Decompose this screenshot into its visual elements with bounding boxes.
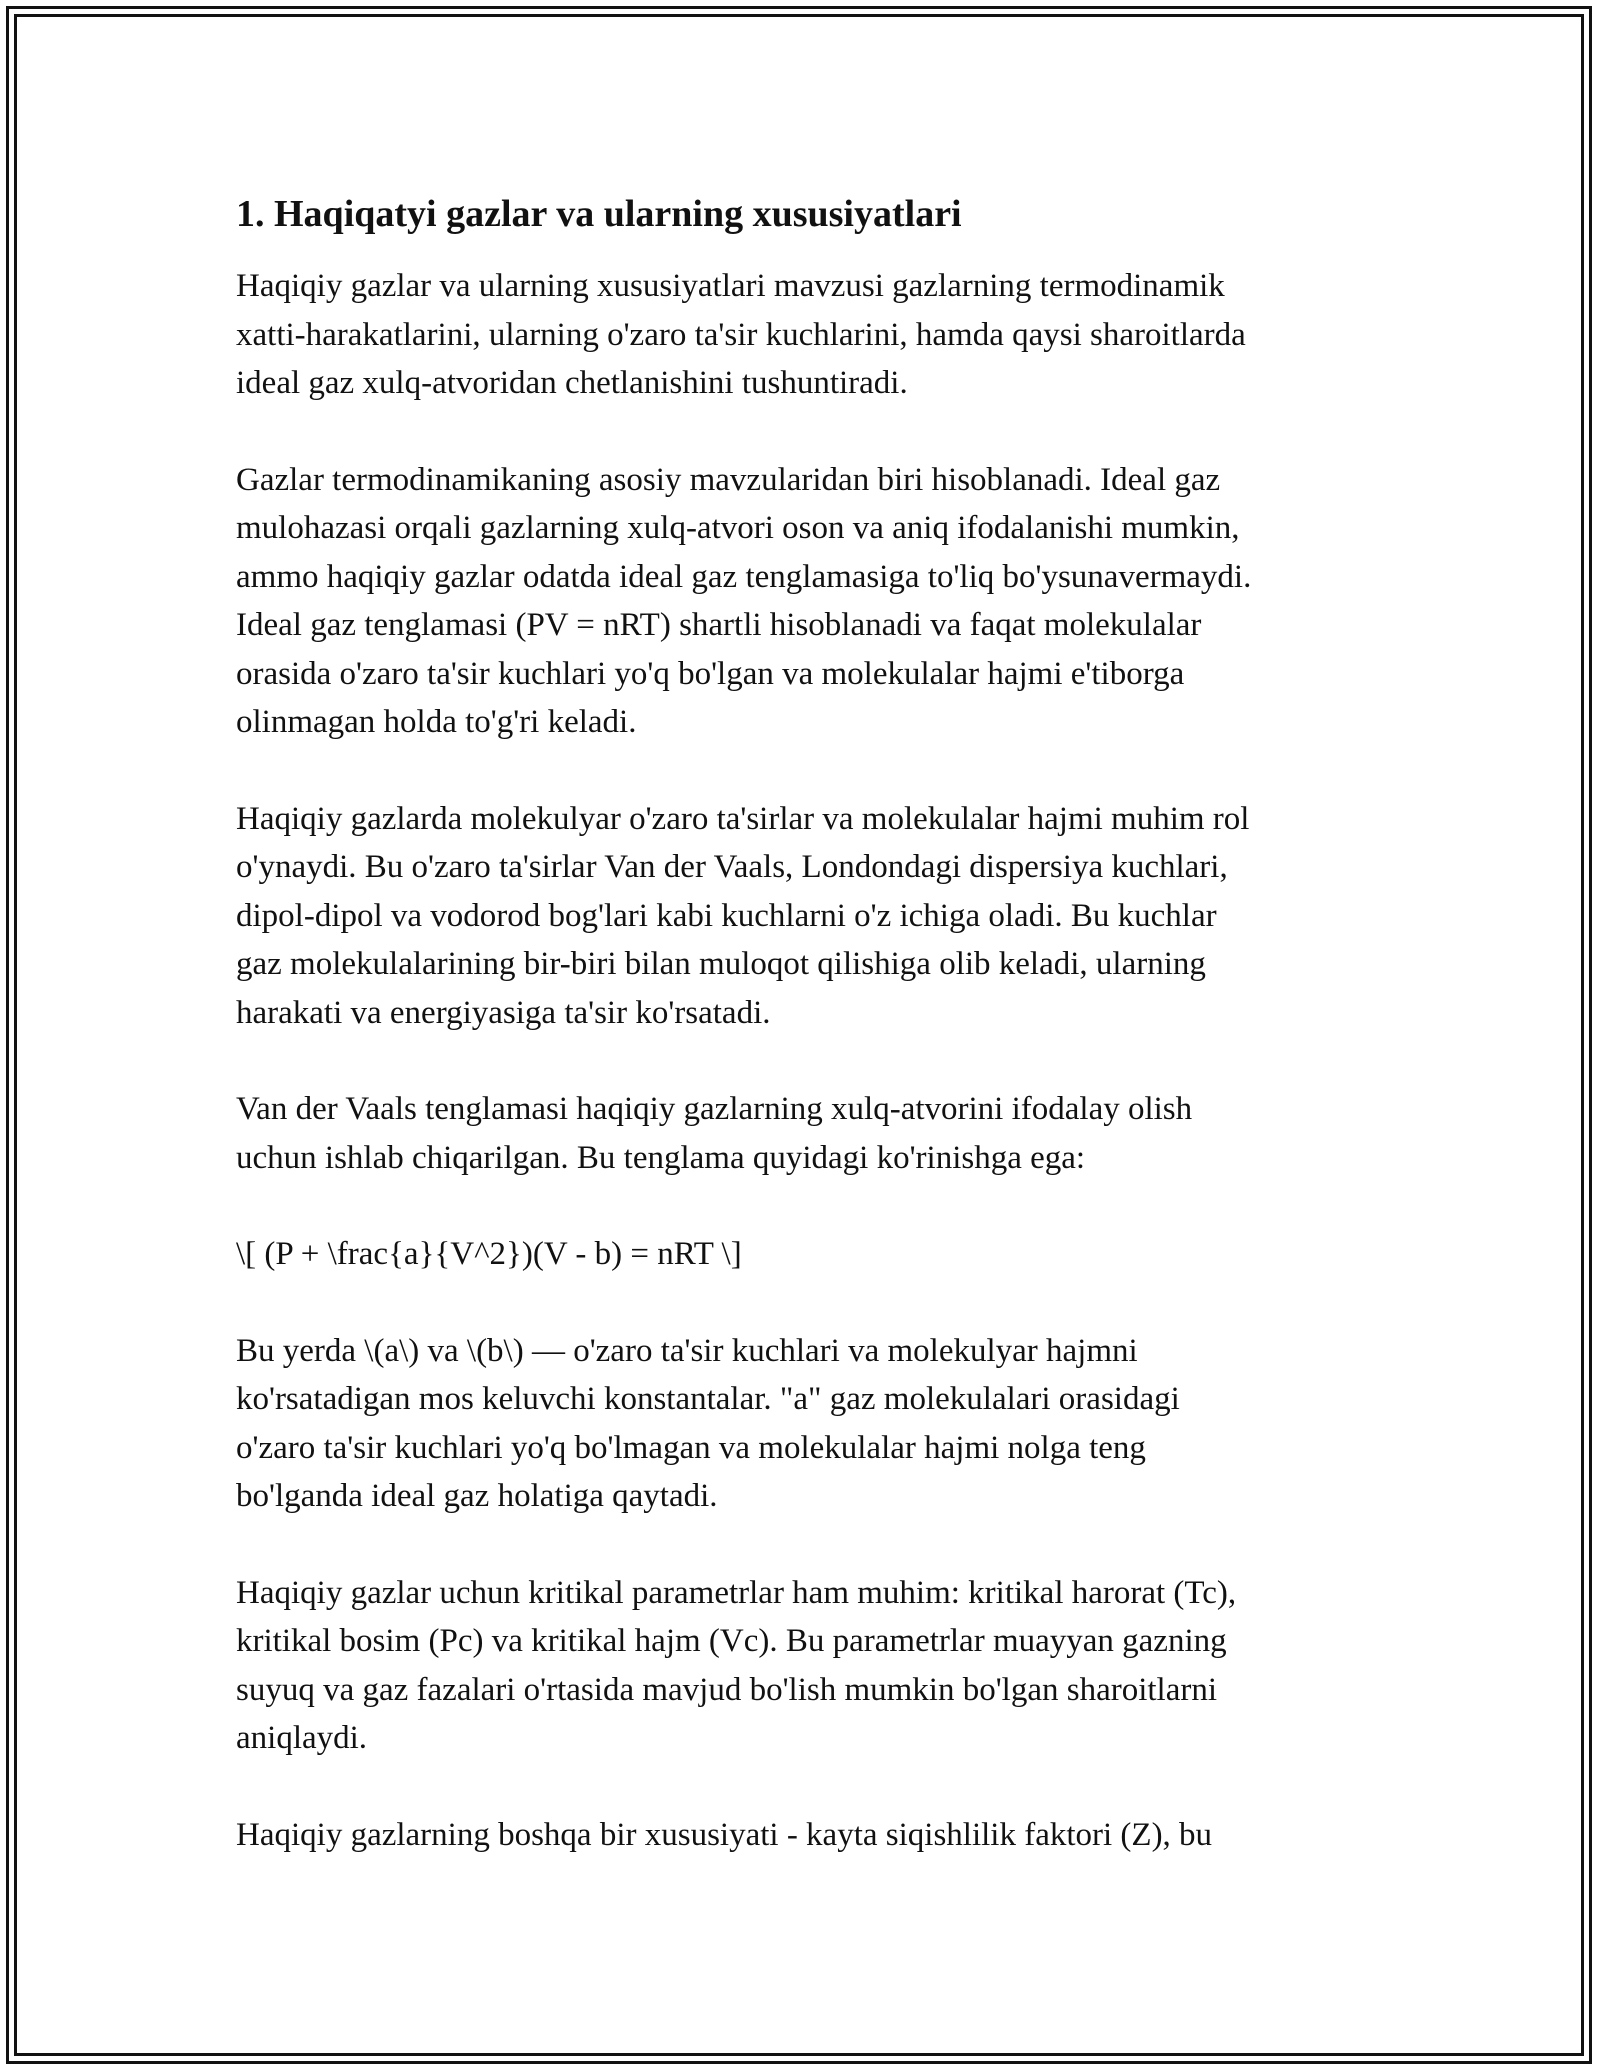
paragraph-line: \[ (P + \frac{a}{V^2})(V - b) = nRT \] (236, 1236, 742, 1272)
paragraph (236, 456, 1376, 747)
paragraph-line: bo'lganda ideal gaz holatiga qaytadi. (236, 1478, 718, 1514)
paragraph-line: orasida o'zaro ta'sir kuchlari yo'q bo'lgan va molekulalar hajmi e'tiborga (236, 655, 1185, 692)
paragraph-line: kritikal bosim (Pc) va kritikal hajm (Vc). Bu parametrlar muayyan gazning (236, 1623, 1227, 1659)
paragraph-line: gaz molekulalarining bir-biri bilan muloqot qilishiga olib keladi, ularning (236, 946, 1206, 982)
paragraph (236, 1327, 1376, 1521)
paragraph (236, 1569, 1376, 1763)
paragraph-list (236, 262, 1376, 1859)
paragraph-line: Ideal gaz tenglamasi (PV = nRT) shartli hisoblanadi va faqat molekulalar (236, 607, 1202, 643)
paragraph (236, 1230, 1376, 1279)
paragraph-line: Van der Vaals tenglamasi haqiqiy gazlarning xulq-atvorini ifodalay olish (236, 1091, 1193, 1127)
paragraph-line: xatti-harakatlarini, ularning o'zaro ta'sir kuchlarini, hamda qaysi sharoitlarda (236, 316, 1246, 353)
paragraph (236, 1085, 1376, 1182)
paragraph-line: Haqiqiy gazlar va ularning xususiyatlari mavzusi gazlarning termodinamik (236, 268, 1225, 304)
paragraph-line: Haqiqiy gazlarda molekulyar o'zaro ta'sirlar va molekulalar hajmi muhim rol (236, 800, 1250, 837)
paragraph-line: Haqiqiy gazlar uchun kritikal parametrlar ham muhim: kritikal harorat (Tc), (236, 1574, 1237, 1611)
paragraph-line: ko'rsatadigan mos keluvchi konstantalar. "a" gaz molekulalari orasidagi (236, 1381, 1180, 1417)
paragraph-line: uchun ishlab chiqarilgan. Bu tenglama quyidagi ko'rinishga ega: (236, 1139, 1086, 1176)
paragraph-line: Bu yerda \(a\) va \(b\) — o'zaro ta'sir kuchlari va molekulyar hajmni (236, 1332, 1138, 1369)
paragraph-line: Gazlar termodinamikaning asosiy mavzularidan biri hisoblanadi. Ideal gaz (236, 461, 1221, 498)
paragraph-line: ideal gaz xulq-atvoridan chetlanishini tushuntiradi. (236, 365, 908, 401)
paragraph (236, 262, 1376, 408)
paragraph-line: harakati va energiyasiga ta'sir ko'rsatadi. (236, 994, 771, 1031)
paragraph-line: ammo haqiqiy gazlar odatda ideal gaz tenglamasiga to'liq bo'ysunavermaydi. (236, 558, 1252, 595)
document-title: 1. Haqiqatyi gazlar va ularning xususiyatlari (236, 193, 962, 235)
paragraph-line: dipol-dipol va vodorod bog'lari kabi kuchlarni o'z ichiga oladi. Bu kuchlar (236, 897, 1217, 934)
paragraph-line: mulohazasi orqali gazlarning xulq-atvori oson va aniq ifodalanishi mumkin, (236, 510, 1240, 546)
document-body (236, 190, 1376, 1907)
paragraph (236, 1811, 1376, 1860)
paragraph-line: suyuq va gaz fazalari o'rtasida mavjud bo'lish mumkin bo'lgan sharoitlarni (236, 1671, 1218, 1708)
paragraph-line: olinmagan holda to'g'ri keladi. (236, 704, 637, 740)
paragraph (236, 795, 1376, 1038)
paragraph-line: aniqlaydi. (236, 1720, 368, 1756)
paragraph-line: Haqiqiy gazlarning boshqa bir xususiyati - kayta siqishlilik faktori (Z), bu (236, 1816, 1213, 1853)
paragraph-line: o'zaro ta'sir kuchlari yo'q bo'lmagan va molekulalar hajmi nolga teng (236, 1429, 1146, 1466)
paragraph-line: o'ynaydi. Bu o'zaro ta'sirlar Van der Vaals, Londondagi dispersiya kuchlari, (236, 849, 1228, 885)
